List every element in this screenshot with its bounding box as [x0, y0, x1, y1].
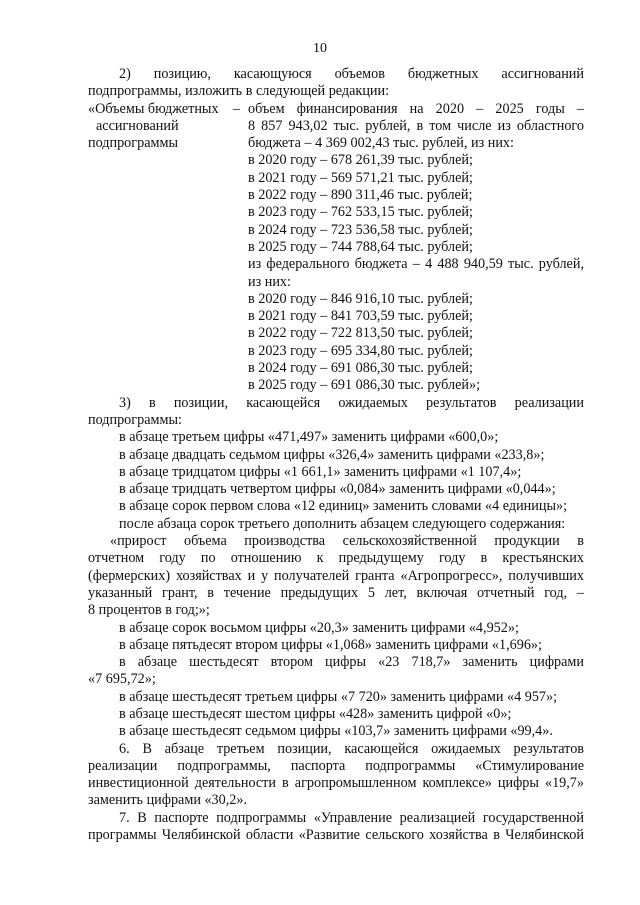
table-right-line: в 2025 году – 744 788,64 тыс. рублей; [248, 238, 473, 255]
item3-bullet: в абзаце шестьдесят третьем цифры «7 720» заменить цифрами «4 957»; [119, 688, 558, 705]
budget-table [88, 101, 584, 395]
insert-paragraph-line: указанный грант, в течение предыдущих 5 лет, включая отчетный год, – [88, 584, 584, 601]
table-right-line: в 2025 году – 691 086,30 тыс. рублей»; [248, 377, 481, 394]
item3-line1: 3) в позиции, касающейся ожидаемых результатов реализации [119, 394, 584, 411]
item3-bullet: в абзаце третьем цифры «471,497» заменить цифрами «600,0»; [119, 429, 499, 446]
table-left-line: подпрограммы [88, 135, 178, 152]
table-right-line: в 2024 году – 691 086,30 тыс. рублей; [248, 360, 473, 377]
table-left-line: «Объемы бюджетных [88, 100, 219, 117]
table-right-line: в 2023 году – 762 533,15 тыс. рублей; [248, 204, 473, 221]
insert-paragraph-line: отчетном году по отношению к предыдущему году в крестьянских [88, 550, 584, 567]
item3-bullet: в абзаце сорок первом слова «12 единиц» заменить словами «4 единицы»; [119, 498, 568, 515]
table-right-line: в 2021 году – 569 571,21 тыс. рублей; [248, 169, 473, 186]
item3-bullet: в абзаце тридцать четвертом цифры «0,084» заменить цифрами «0,044»; [119, 481, 556, 498]
table-right-line: в 2021 году – 841 703,59 тыс. рублей; [248, 308, 473, 325]
table-left-cell [88, 101, 248, 395]
table-right-line: в 2022 году – 722 813,50 тыс. рублей; [248, 325, 473, 342]
table-right-line: в 2023 году – 695 334,80 тыс. рублей; [248, 342, 473, 359]
table-right-line: в 2020 году – 678 261,39 тыс. рублей; [248, 152, 473, 169]
table-dash: – [232, 100, 240, 117]
table-right-line: объем финансирования на 2020 – 2025 годы – [248, 100, 584, 117]
table-right-line: в 2024 году – 723 536,58 тыс. рублей; [248, 221, 473, 238]
insert-paragraph-line: «прирост объема производства сельскохозяйственной продукции в [110, 533, 584, 550]
table-right-cell [248, 101, 584, 395]
item3-bullet: в абзаце двадцать седьмом цифры «326,4» заменить цифрами «233,8»; [119, 446, 545, 463]
item3-line2: подпрограммы: [88, 411, 182, 428]
table-right-line: из них: [248, 273, 291, 290]
table-left-line: ассигнований [96, 117, 179, 134]
insert-paragraph-line: (фермерских) хозяйствах и у получателей гранта «Агропрогресс», получивших [88, 567, 584, 584]
table-right-line: из федерального бюджета – 4 488 940,59 тыс. рублей, [248, 256, 584, 273]
item6-line: заменить цифрами «30,2». [88, 792, 248, 809]
table-right-line: 8 857 943,02 тыс. рублей, в том числе из областного [248, 117, 584, 134]
table-right-line: в 2020 году – 846 916,10 тыс. рублей; [248, 290, 473, 307]
item3-bullet: в абзаце сорок восьмом цифры «20,3» заменить цифрами «4,952»; [119, 619, 519, 636]
table-right-line: бюджета – 4 369 002,43 тыс. рублей, из них: [248, 135, 514, 152]
table-right-line: в 2022 году – 890 311,46 тыс. рублей; [248, 187, 473, 204]
item3-bullet-62-line1: в абзаце шестьдесят втором цифры «23 718,7» заменить цифрами [119, 654, 584, 671]
item7-line: 7. В паспорте подпрограммы «Управление реализацией государственной [119, 809, 584, 826]
insert-paragraph-line: 8 процентов в год;»; [88, 602, 210, 619]
item3-bullet-62-line2: «7 695,72»; [88, 671, 156, 688]
item2-line2: подпрограммы, изложить в следующей редакции: [88, 83, 390, 100]
item3-bullet: после абзаца сорок третьего дополнить абзацем следующего содержания: [119, 515, 566, 532]
page-number: 10 [313, 41, 327, 56]
item3-bullet: в абзаце тридцатом цифры «1 661,1» заменить цифрами «1 107,4»; [119, 463, 522, 480]
item3-bullet: в абзаце шестьдесят шестом цифры «428» заменить цифрой «0»; [119, 705, 512, 722]
item2-line1: 2) позицию, касающуюся объемов бюджетных ассигнований [119, 66, 584, 82]
item7-line: программы Челябинской области «Развитие сельского хозяйства в Челябинской [88, 827, 584, 844]
item6-line: реализации подпрограммы, паспорта подпрограммы «Стимулирование [88, 757, 584, 774]
item3-bullet: в абзаце пятьдесят втором цифры «1,068» заменить цифрами «1,696»; [119, 636, 542, 653]
document-body [88, 66, 584, 844]
item6-line: инвестиционной деятельности в агропромышленном комплексе» цифры «19,7» [88, 775, 584, 792]
item6-line: 6. В абзаце третьем позиции, касающейся ожидаемых результатов [119, 740, 584, 757]
item3-bullet: в абзаце шестьдесят седьмом цифры «103,7» заменить цифрами «99,4». [119, 723, 553, 740]
